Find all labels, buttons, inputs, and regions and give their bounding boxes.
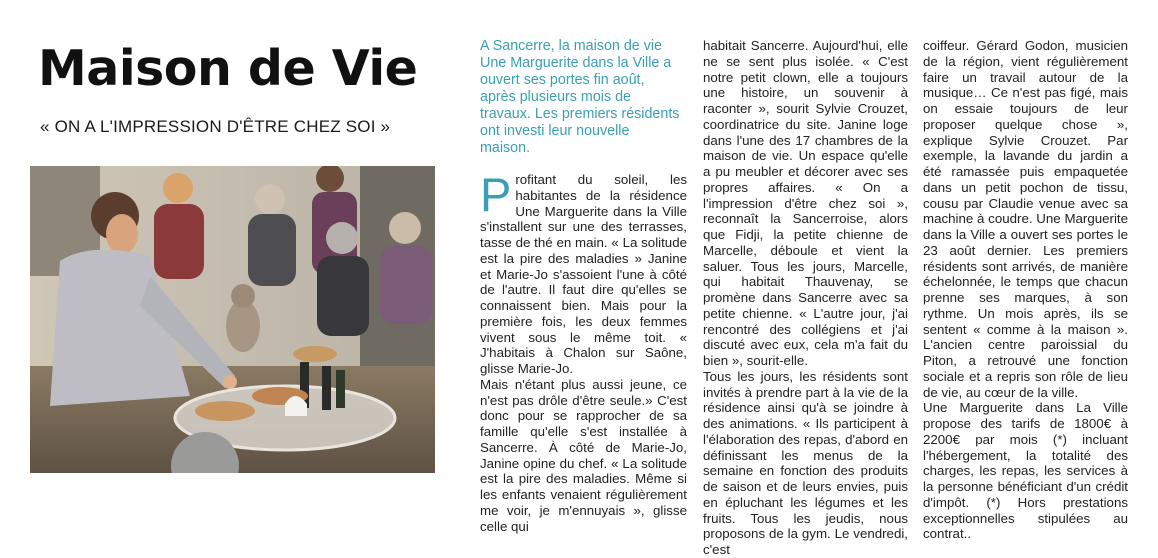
column-3-paragraph-2: Une Marguerite dans La Ville propose des tarifs de 1800€ à 2200€ par mois (*) incluant l'hébergement, la totalité des charges, les repas, les services à la personne bénéficiant d'un crédit d'impôt. (*) Hors prestations exceptionnelles stipulées au contrat.. bbox=[923, 400, 1128, 542]
column-1-paragraph-2: Mais n'étant plus aussi jeune, ce n'est pas drôle d'être seule.» C'est donc pour se rapprocher de sa famille qu'elle s'est installée à Sancerre. À côté de Marie-Jo, Janine opine du chef. « La solitude est la pire des maladies. Même si les enfants venaient régulièrement me voir, je m'ennuyais », glisse celle qui bbox=[480, 376, 687, 534]
article-column-1 bbox=[480, 168, 687, 534]
article-title: Maison de Vie bbox=[38, 40, 418, 97]
article-lede: A Sancerre, la maison de vie Une Marguerite dans la Ville a ouvert ses portes fin août, après plusieurs mois de travaux. Les premiers résidents ont investi leur nouvelle maison. bbox=[480, 38, 680, 156]
column-2-paragraph-1: habitait Sancerre. Aujourd'hui, elle ne se sent plus isolée. « C'est notre petit clown, elle a toujours une histoire, un souvenir à raconter », sourit Sylvie Crouzet, coordinatrice du site. Janine loge dans l'une des 17 chambres de la maison de vie. Un espace qu'elle a pu meubler et décorer avec ses propres affaires. « On a l'impression d'être chez soi », reconnaît la Sancerroise, alors que Fidji, la petite chienne de Marcelle, déboule et vient la saluer. Tous les jours, Marcelle, qui habitait Thauvenay, se promène dans Sancerre avec sa petite chienne. « L'autre jour, j'ai rencontré des collégiens et j'ai discuté avec eux, cela m'a fait du bien », sourit-elle. bbox=[703, 38, 908, 368]
article-column-3 bbox=[923, 38, 1128, 542]
article-subtitle: « ON A L'IMPRESSION D'ÊTRE CHEZ SOI » bbox=[40, 117, 391, 136]
column-3-paragraph-1: coiffeur. Gérard Godon, musicien de la région, vient régulièrement faire un travail autour de la musique… Ce n'est pas figé, mais on essaie toujours de leur proposer quelque chose », explique Sylvie Crouzet. Par exemple, la lavande du jardin a été ramassée puis empaquetée dans un petit pochon de tissu, cousu par Claudie venue avec sa machine à coudre. Une Marguerite dans la Ville a ouvert ses portes le 23 août dernier. Les premiers résidents sont arrivés, de manière échelonnée, le temps que chacun prenne ses marques, à son rythme. Un mois après, ils se sentent « comme à la maison ». L'ancien centre paroissial du Piton, a retrouvé une fonction sociale et a repris son rôle de lieu de vie, au cœur de la ville. bbox=[923, 38, 1128, 400]
article-column-2 bbox=[703, 38, 908, 558]
column-2-paragraph-2: Tous les jours, les résidents sont invités à prendre part à la vie de la résidence ainsi qu'à se joindre à des animations. « Ils participent à l'élaboration des repas, d'abord en définissant les menus de la semaine en fonction des produits de saison et de leurs envies, puis en épluchant les légumes et les fruits. Tous les jeudis, nous proposons de la gym. Le vendredi, c'est bbox=[703, 368, 908, 557]
column-1-paragraph-1 bbox=[480, 168, 687, 377]
drop-cap: P bbox=[480, 168, 512, 221]
column-1-text-1: rofitant du soleil, les habitantes de la résidence Une Marguerite dans la Ville s'installent sur une des terrasses, tasse de thé en main. « La solitude est la pire des maladies » Janine et Marie-Jo s'assoient l'une à côté de l'autre. Il faut dire qu'elles se connaissent bien. Mais pour la première fois, les deux femmes vivent sous le même toit. « J'habitais à Chalon sur Saône, glisse Marie-Jo. bbox=[480, 172, 687, 376]
article-photo bbox=[30, 166, 435, 473]
